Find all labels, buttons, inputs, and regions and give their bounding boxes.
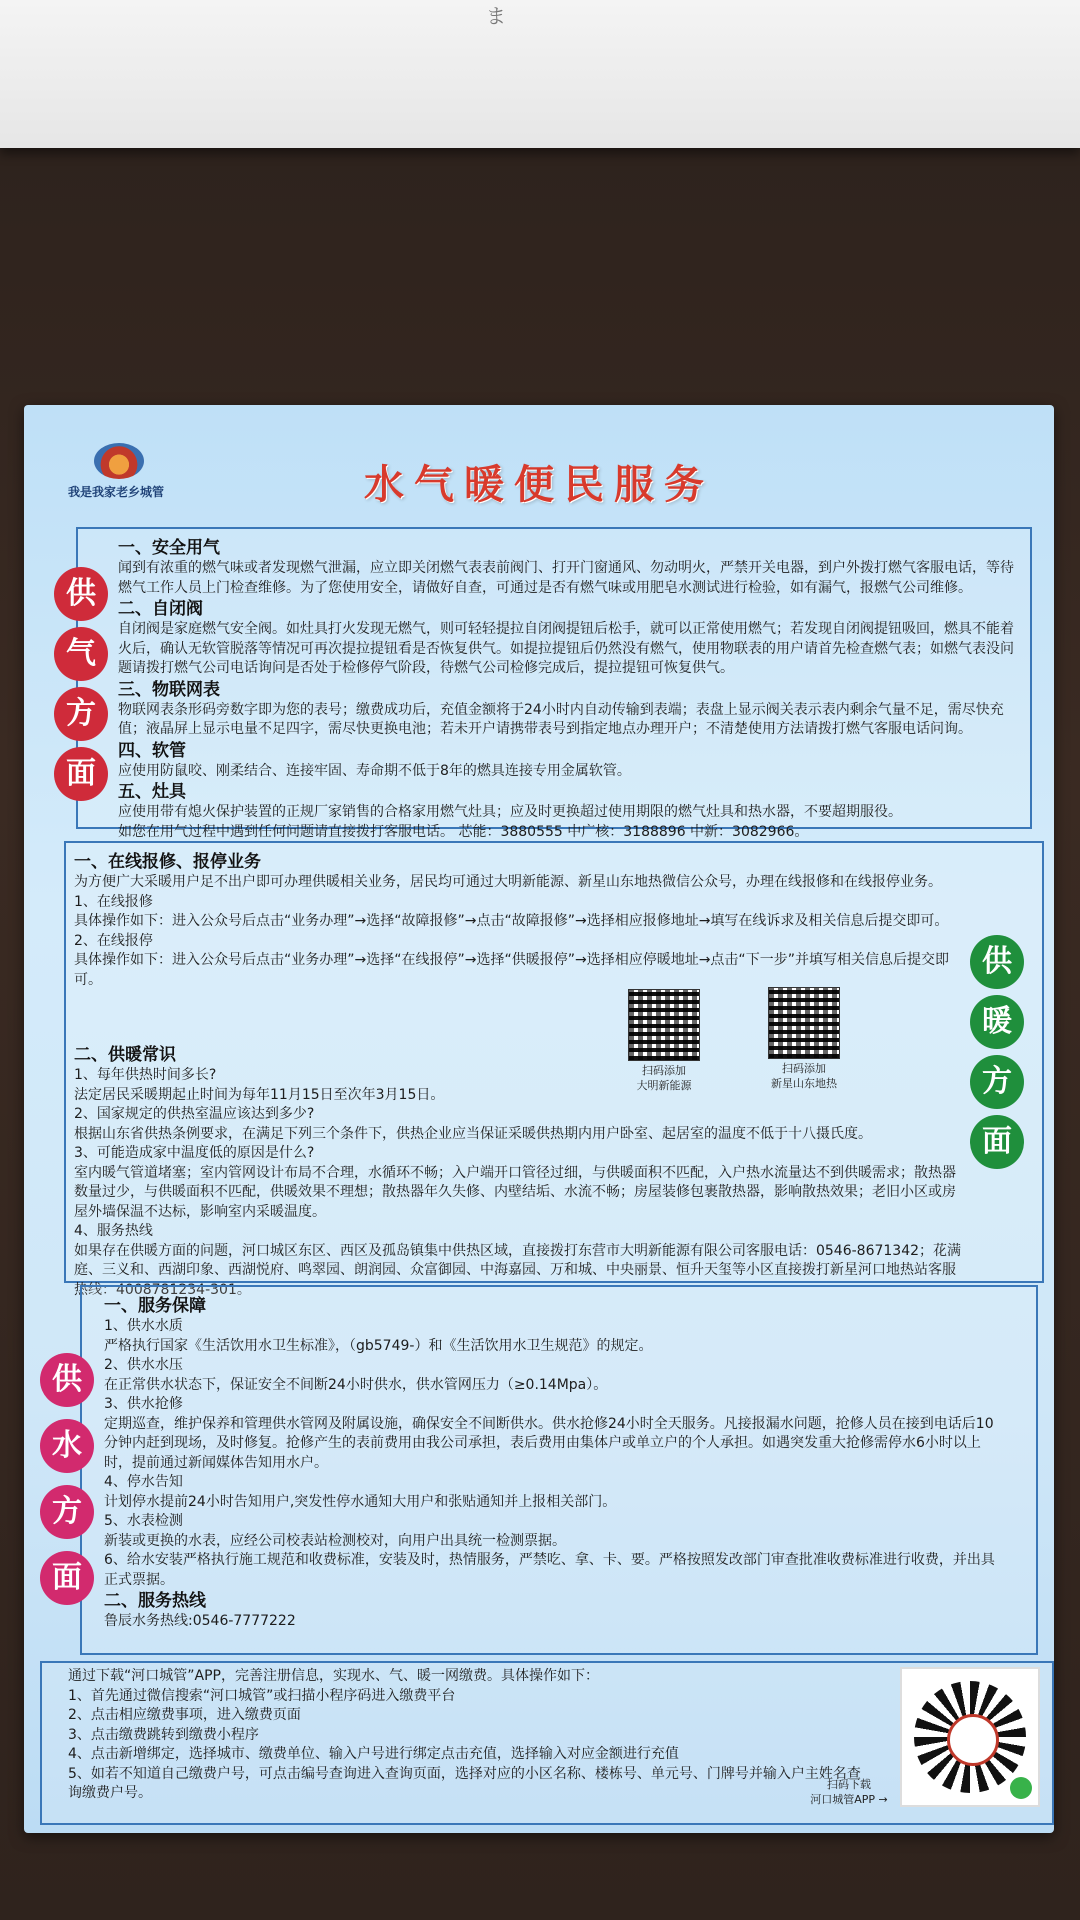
app-qr-caption-line: 扫码下载 — [827, 1778, 871, 1791]
paper-mark: ま — [486, 4, 506, 28]
payment-line: 通过下载“河口城管”APP，完善注册信息，实现水、气、暖一网缴费。具体操作如下： — [68, 1668, 599, 1684]
app-mini-program-qr-code[interactable] — [900, 1667, 1040, 1807]
gas-hotline: 如您在用气过程中遇到任何问题请直接拨打客服电话。 芯能：3880555 中广核：3188896 中新：3082966。 — [118, 823, 809, 840]
wechat-icon — [1010, 1777, 1032, 1799]
app-qr-caption-line: 河口城管APP → — [810, 1793, 888, 1806]
gas-heading-valve: 二、自闭阀 — [118, 599, 203, 619]
heat-paragraph: 2、国家规定的供热室温应该达到多少? — [74, 1106, 315, 1122]
water-side-char-3: 方 — [40, 1485, 94, 1539]
water-paragraph: 2、供水水压 — [104, 1357, 183, 1373]
heat-side-char-3: 方 — [970, 1055, 1024, 1109]
gas-heading-safety: 一、安全用气 — [118, 538, 220, 558]
water-content — [104, 1295, 1004, 1632]
water-paragraph: 4、停水告知 — [104, 1474, 183, 1490]
heat-side-char-2: 暖 — [970, 995, 1024, 1049]
heat-paragraph: 为方便广大采暖用户足不出户即可办理供暖相关业务，居民均可通过大明新能源、新星山东地热微信公众号，办理在线报修和在线报停业务。 — [74, 874, 942, 890]
heat-paragraph: 4、服务热线 — [74, 1223, 153, 1239]
gas-paragraph: 物联网表条形码旁数字即为您的表号；缴费成功后，充值金额将于24小时内自动传输到表端；表盘上显示阀关表示表内剩余气量不足，需尽快充值；液晶屏上显示电量不足四字，需尽快更换电池；若未开户请携带表号到指定地点办理开户；不清楚使用方法请拨打燃气客服电话问询。 — [118, 701, 1004, 737]
water-paragraph: 6、给水安装严格执行施工规范和收费标准，安装及时，热情服务，严禁吃、拿、卡、要。严格按照发改部门审查批准收费标准进行收费，并出具正式票据。 — [104, 1552, 995, 1588]
heat-paragraph: 法定居民采暖期起止时间为每年11月15日至次年3月15日。 — [74, 1086, 445, 1103]
heat-side-char-4: 面 — [970, 1115, 1024, 1169]
payment-line: 2、点击相应缴费事项，进入缴费页面 — [68, 1707, 301, 1723]
qr-center-logo-icon — [947, 1714, 999, 1766]
gas-side-char-1: 供 — [54, 567, 108, 621]
water-paragraph: 1、供水水质 — [104, 1318, 183, 1334]
payment-line: 4、点击新增绑定，选择城市、缴费单位、输入户号进行绑定点击充值，选择输入对应金额进行充值 — [68, 1746, 679, 1762]
logo-text: 我是我家老乡城管 — [68, 485, 165, 499]
heat-paragraph: 根据山东省供热条例要求，在满足下列三个条件下，供热企业应当保证采暖供热期内用户卧室、起居室的温度不低于十八摄氏度。 — [74, 1125, 872, 1142]
heat-paragraph: 1、在线报修 — [74, 893, 153, 910]
gas-heading-stove: 五、灶具 — [118, 782, 186, 802]
water-heading-guarantee: 一、服务保障 — [104, 1296, 206, 1316]
qr-caption-daming — [614, 1063, 714, 1093]
qr-code-daming[interactable] — [628, 989, 700, 1061]
gas-side-char-2: 气 — [54, 627, 108, 681]
heat-heading-online: 一、在线报修、报停业务 — [74, 852, 261, 872]
gas-content — [118, 537, 1014, 842]
water-paragraph: 新装或更换的水表，应经公司校表站检测校对，向用户出具统一检测票据。 — [104, 1532, 566, 1549]
gas-heading-hose: 四、软管 — [118, 740, 186, 761]
gas-paragraph: 应使用带有熄火保护装置的正规厂家销售的合格家用燃气灶具；应及时更换超过使用期限的燃气灶具和热水器，不要超期服役。 — [118, 804, 902, 820]
qr-caption-line: 新星山东地热 — [771, 1077, 837, 1090]
qr-caption-line: 大明新能源 — [636, 1079, 692, 1092]
water-paragraph: 在正常供水状态下，保证安全不间断24小时供水，供水管网压力（≥0.14Mpa）。 — [104, 1376, 608, 1393]
heat-paragraph: 1、每年供热时间多长? — [74, 1067, 217, 1083]
water-heading-hotline: 二、服务热线 — [104, 1591, 206, 1611]
payment-line: 1、首先通过微信搜索“河口城管”或扫描小程序码进入缴费平台 — [68, 1687, 456, 1704]
heat-side-char-1: 供 — [970, 935, 1024, 989]
water-side-char-4: 面 — [40, 1551, 94, 1605]
heat-paragraph: 室内暖气管道堵塞；室内管网设计布局不合理，水循环不畅；入户端开口管径过细，与供暖面积不匹配，入户热水流量达不到供暖需求；散热器数量过少，与供暖面积不匹配，供暖效果不理想；散热器年久失修、内壁结垢、水流不畅；房屋装修包裹散热器，影响散热效果；老旧小区或房屋外墙保温不达标，影响室内采暖温度。 — [74, 1164, 956, 1220]
water-paragraph: 5、水表检测 — [104, 1513, 183, 1529]
qr-caption-xinxing — [754, 1061, 854, 1091]
heat-paragraph: 如果存在供暖方面的问题，河口城区东区、西区及孤岛镇集中供热区域，直接拨打东营市大明新能源有限公司客服电话：0546-8671342；花满庭、三义和、西湖印象、西湖悦府、鸣翠园、朗润园、众富御园、中海嘉园、万和城、中央丽景、恒升天玺等小区直接拨打新星河口地热站客服热线：4008781234-301。 — [74, 1242, 962, 1298]
heat-paragraph: 2、在线报停 — [74, 932, 153, 949]
gas-paragraph: 闻到有浓重的燃气味或者发现燃气泄漏，应立即关闭燃气表表前阀门、打开门窗通风、勿动明火，严禁开关电器，到户外拨打燃气客服电话，等待燃气工作人员上门检查维修。为了您使用安全，请做好自查，可通过是否有燃气味或用肥皂水测试进行检验，如有漏气，报燃气公司维修。 — [118, 560, 1014, 596]
gas-side-char-3: 方 — [54, 687, 108, 741]
payment-line: 5、如若不知道自己缴费户号，可点击编号查询进入查询页面，选择对应的小区名称、楼栋号、单元号、门牌号并输入户主姓名查询缴费户号。 — [68, 1765, 861, 1801]
water-hotline: 鲁辰水务热线:0546-7777222 — [104, 1613, 296, 1629]
heat-paragraph: 具体操作如下：进入公众号后点击“业务办理”→选择“故障报修”→点击“故障报修”→选择相应报修地址→填写在线诉求及相关信息后提交即可。 — [74, 913, 949, 929]
qr-caption-line: 扫码添加 — [782, 1062, 826, 1075]
background-paper-sheet — [0, 0, 1080, 148]
payment-instructions — [68, 1667, 868, 1804]
water-paragraph: 3、供水抢修 — [104, 1396, 183, 1412]
gas-heading-iot-meter: 三、物联网表 — [118, 679, 220, 700]
water-paragraph: 严格执行国家《生活饮用水卫生标准》，（gb5749-）和《生活饮用水卫生规范》的规定。 — [104, 1337, 653, 1354]
gas-paragraph: 应使用防鼠咬、刚柔结合、连接牢固、寿命期不低于8年的燃具连接专用金属软管。 — [118, 762, 631, 779]
heat-paragraph: 具体操作如下：进入公众号后点击“业务办理”→选择“在线报停”→选择“供暖报停”→选择相应停暖地址→点击“下一步”并填写相关信息后提交即可。 — [74, 952, 949, 988]
gas-paragraph: 自闭阀是家庭燃气安全阀。如灶具打火发现无燃气，则可轻轻提拉自闭阀提钮后松手，就可以正常使用燃气；若发现自闭阀提钮吸回，燃具不能着火后，确认无软管脱落等情况可再次提拉提钮看是否恢复供气。如提拉提钮后仍然没有燃气，使用物联表的用户请首先检查燃气表；如燃气表没问题请拨打燃气公司电话询问是否处于检修停气阶段，待燃气公司检修完成后，提拉提钮可恢复供气。 — [118, 621, 1014, 676]
flyer-title: 水气暖便民服务 — [364, 462, 714, 508]
qr-code-xinxing[interactable] — [768, 987, 840, 1059]
water-side-char-2: 水 — [40, 1419, 94, 1473]
payment-line: 3、点击缴费跳转到缴费小程序 — [68, 1726, 259, 1743]
app-qr-caption — [794, 1777, 904, 1807]
water-side-char-1: 供 — [40, 1353, 94, 1407]
qr-caption-line: 扫码添加 — [642, 1064, 686, 1077]
water-paragraph: 定期巡查，维护保养和管理供水管网及附属设施，确保安全不间断供水。供水抢修24小时全天服务。凡接报漏水问题，抢修人员在接到电话后10分钟内赶到现场，及时修复。抢修产生的表前费用由我公司承担，表后费用由集体户或单立户的个人承担。如遇突发重大抢修需停水6小时以上时，提前通过新闻媒体告知用水户。 — [104, 1415, 994, 1471]
heat-paragraph: 3、可能造成家中温度低的原因是什么? — [74, 1145, 315, 1161]
heat-heading-knowledge: 二、供暖常识 — [74, 1045, 176, 1065]
water-paragraph: 计划停水提前24小时告知用户,突发性停水通知大用户和张贴通知并上报相关部门。 — [104, 1493, 617, 1510]
gas-side-char-4: 面 — [54, 747, 108, 801]
service-flyer — [24, 405, 1054, 1833]
